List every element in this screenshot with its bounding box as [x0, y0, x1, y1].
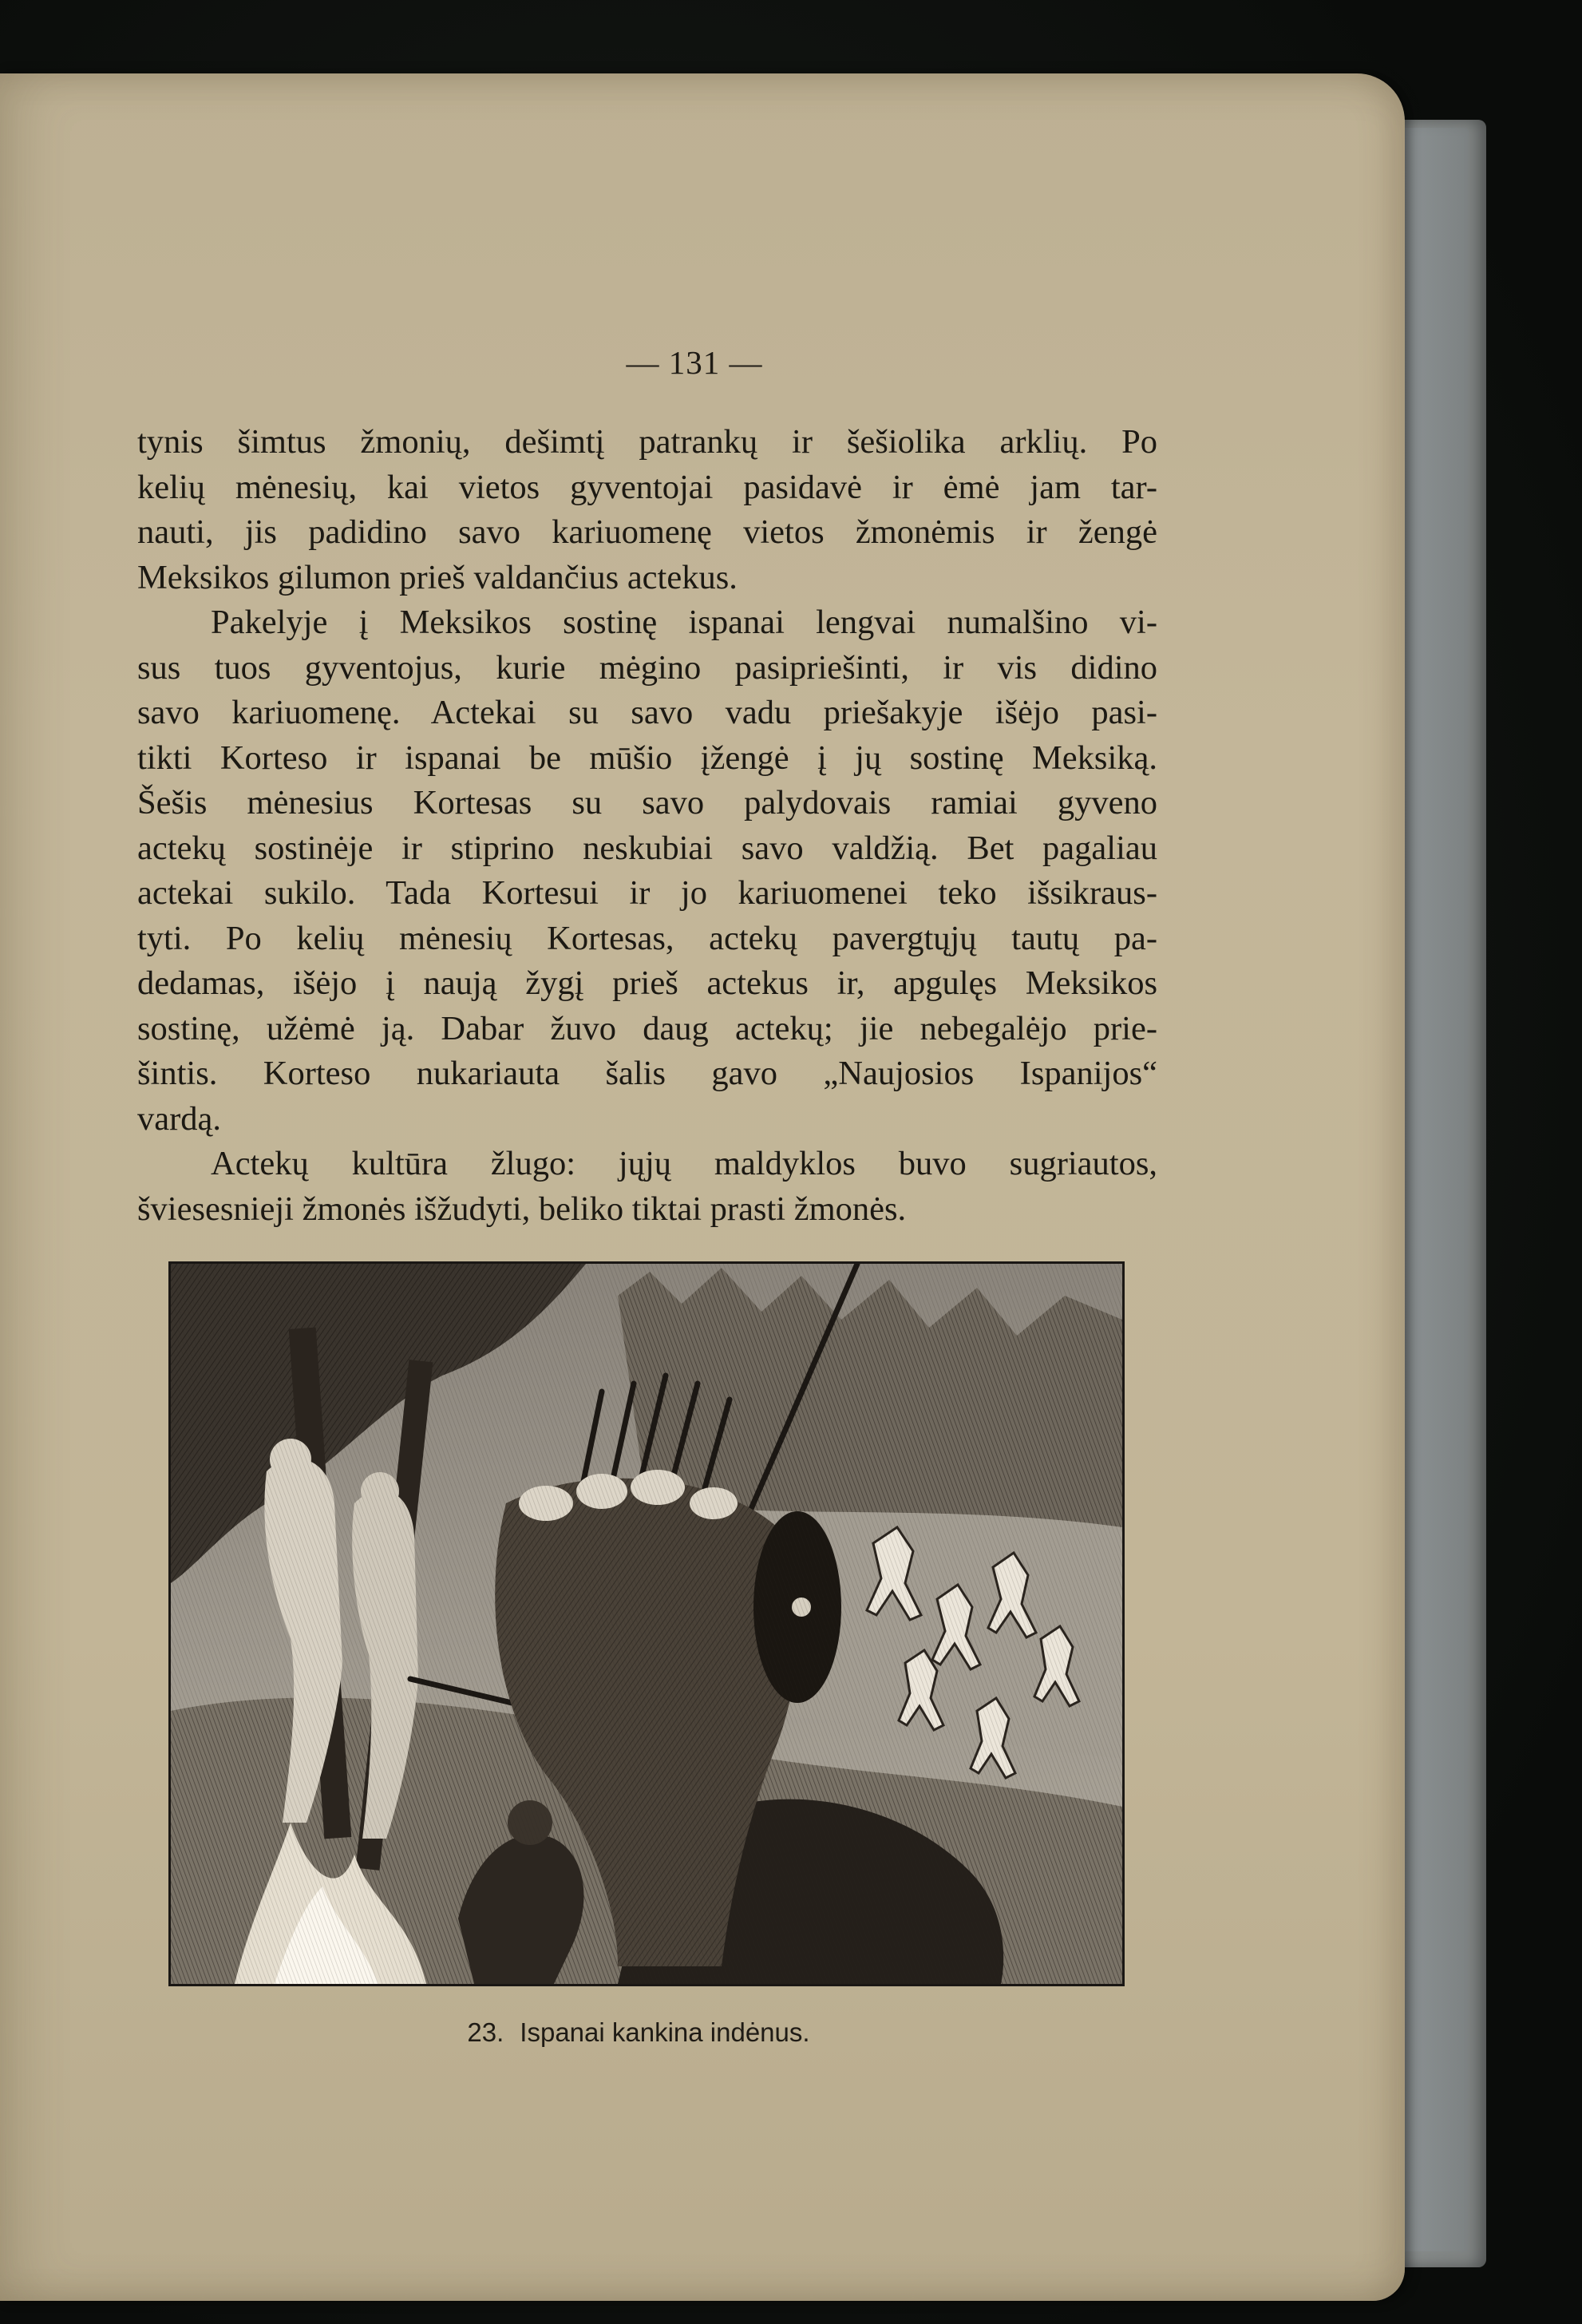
figure-number: 23.	[467, 2017, 504, 2047]
page-number: — 131 —	[626, 344, 763, 381]
text-line: kelių mėnesių, kai vietos gyventojai pasidavė ir ėmė jam tar-	[137, 468, 1157, 506]
book-page	[0, 73, 1405, 2301]
figure-caption-text: Ispanai kankina indėnus.	[520, 2017, 810, 2047]
text-line: Actekų kultūra žlugo: jųjų maldyklos buvo sugriautos,	[211, 1145, 1157, 1182]
text-line: actekų sostinėje ir stiprino neskubiai savo valdžią. Bet pagaliau	[137, 829, 1157, 867]
text-line: actekai sukilo. Tada Kortesui ir jo kariuomenei teko išsikraus-	[137, 874, 1157, 912]
text-line: Pakelyje į Meksikos sostinę ispanai lengvai numalšino vi-	[211, 604, 1157, 641]
text-line: šintis. Korteso nukariauta šalis gavo „Naujosios Ispanijos“	[137, 1055, 1157, 1092]
text-line: tyti. Po kelių mėnesių Kortesas, actekų pavergtųjų tautų pa-	[137, 919, 1157, 957]
text-line: dedamas, išėjo į naują žygį prieš actekus ir, apgulęs Meksikos	[137, 964, 1157, 1002]
text-line: vardą.	[137, 1099, 222, 1138]
text-line: savo kariuomenę. Actekai su savo vadu priešakyje išėjo pasi-	[137, 694, 1157, 731]
body-text	[137, 420, 1157, 1232]
text-line: sus tuos gyventojus, kurie mėgino pasipriešinti, ir vis didino	[137, 648, 1157, 687]
text-line: Meksikos gilumon prieš valdančius actekus.	[137, 558, 738, 596]
text-line: tynis šimtus žmonių, dešimtį patrankų ir šešiolika arklių. Po	[137, 423, 1157, 461]
text-line: sostinę, užėmė ją. Dabar žuvo daug actekų; jie nebegalėjo prie-	[137, 1009, 1157, 1047]
text-line: Šešis mėnesius Kortesas su savo palydovais ramiai gyveno	[137, 784, 1157, 822]
engraving-illustration	[168, 1261, 1125, 1986]
engraving-image	[171, 1264, 1122, 1984]
text-line: nauti, jis padidino savo kariuomenę vietos žmonėmis ir žengė	[137, 513, 1157, 551]
text-line: šviesesnieji žmonės išžudyti, beliko tiktai prasti žmonės.	[137, 1190, 907, 1228]
figure-caption	[0, 2017, 1277, 2048]
text-line: tikti Korteso ir ispanai be mūšio įžengė į jų sostinę Meksiką.	[137, 738, 1157, 777]
